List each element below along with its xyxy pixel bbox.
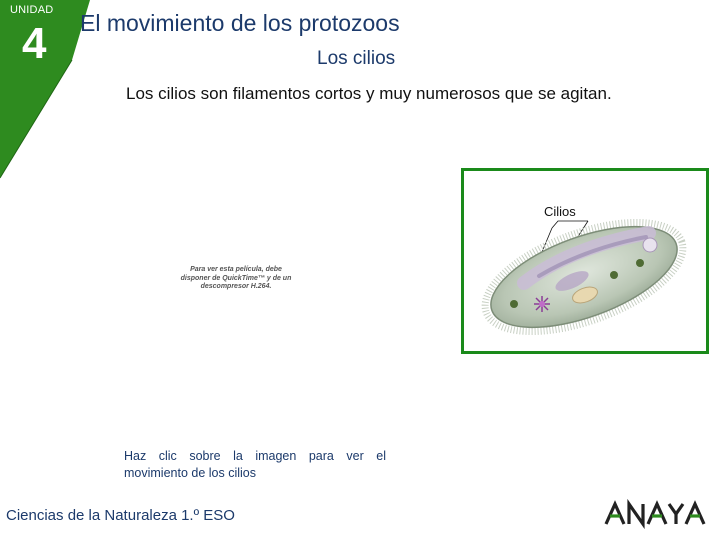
description-text: Los cilios son filamentos cortos y muy numerosos que se agitan. (126, 84, 612, 103)
page-subtitle: Los cilios (317, 48, 396, 69)
video-placeholder[interactable]: Para ver esta película, debe disponer de QuickTime™ y de un descompresor H.264. (180, 266, 292, 290)
unit-badge (0, 0, 90, 180)
anaya-logo (596, 492, 714, 534)
book-title: Ciencias de la Naturaleza 1.º ESO (6, 507, 235, 524)
paramecium-figure[interactable] (461, 168, 709, 354)
unit-label: UNIDAD (10, 4, 54, 16)
paramecium-illustration[interactable] (464, 171, 706, 351)
anaya-logo-mark (596, 492, 714, 534)
page-title: El movimiento de los protozoos (80, 10, 400, 36)
unit-number: 4 (22, 19, 47, 68)
cilios-label: Cilios (544, 204, 576, 219)
figure-caption: Haz clic sobre la imagen para ver el movimiento de los cilios (124, 449, 386, 480)
